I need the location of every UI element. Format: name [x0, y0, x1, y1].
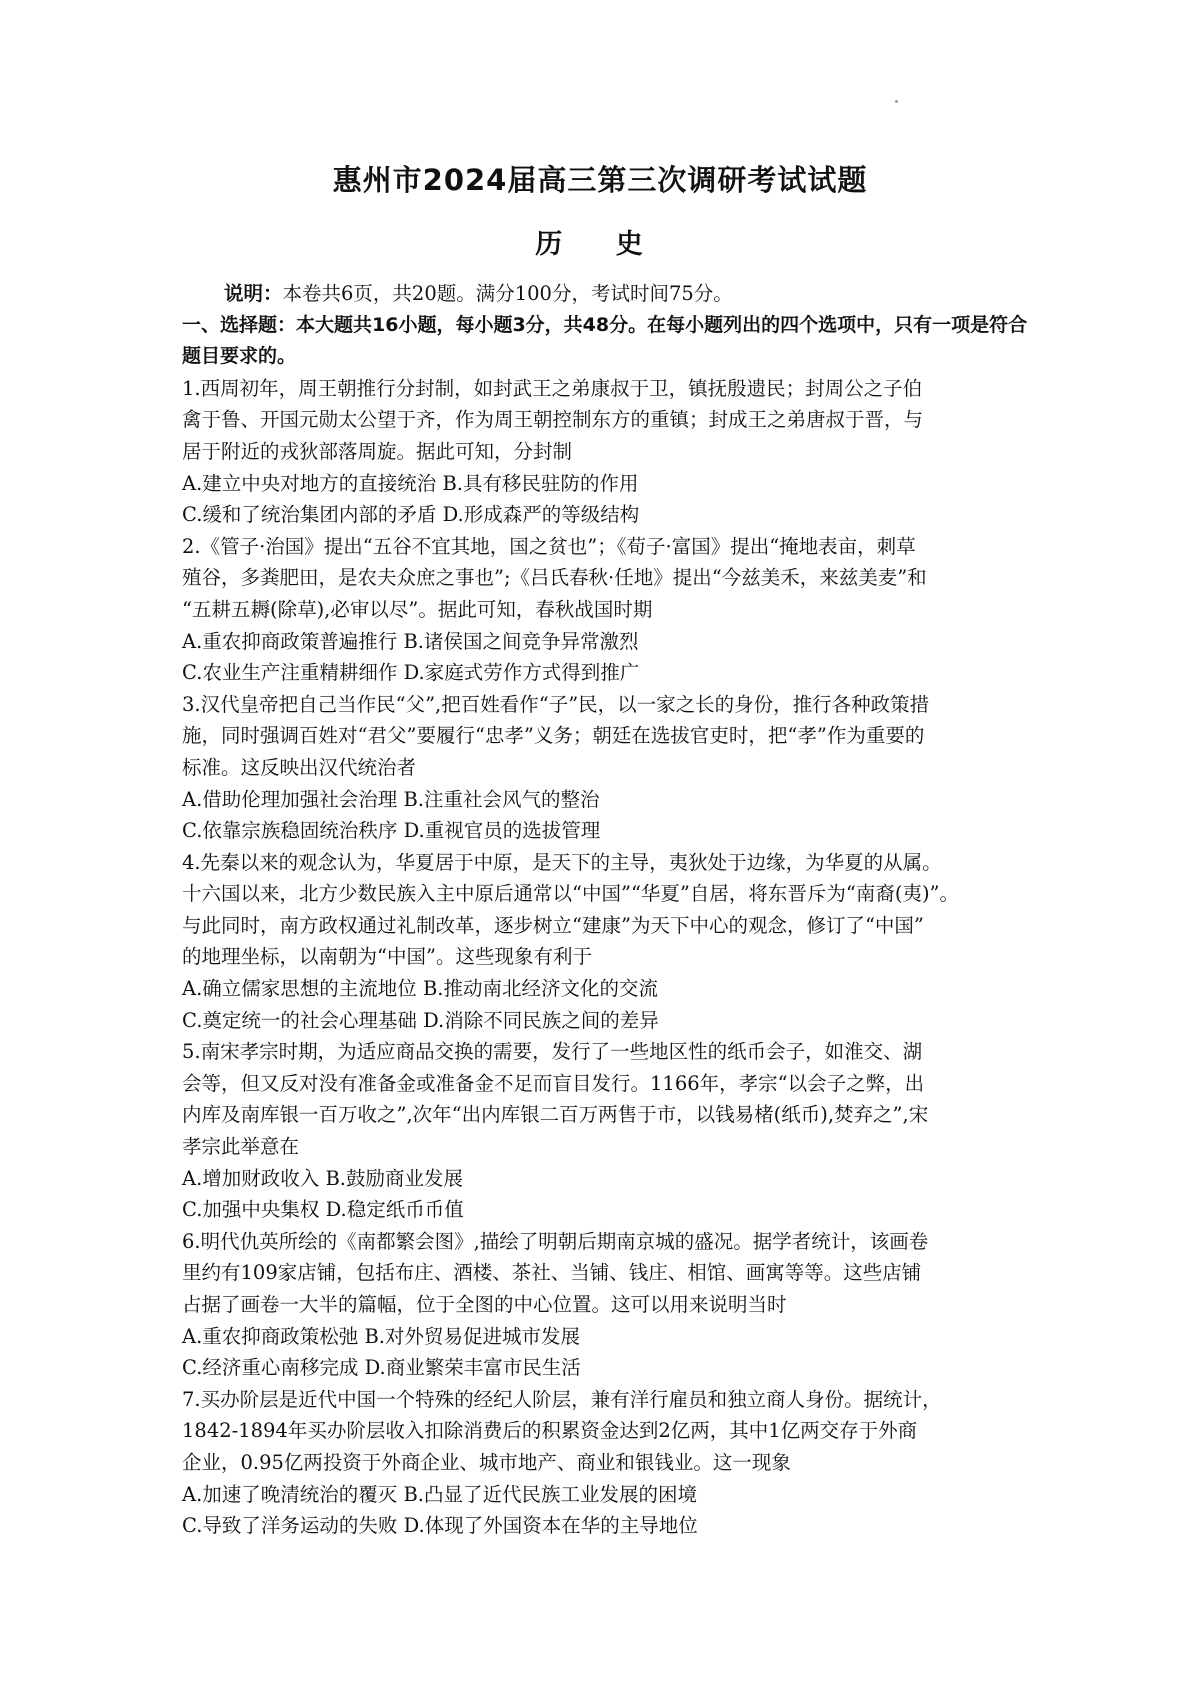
instructions: [182, 278, 1037, 310]
question-stem-line: 的地理坐标，以南朝为“中国”。这些现象有利于: [182, 945, 592, 969]
instructions-text: 本卷共6页，共20题。满分100分，考试时间75分。: [282, 282, 733, 305]
question-stem-line: 会等，但又反对没有准备金或准备金不足而盲目发行。1166年，孝宗“以会子之弊，出: [182, 1071, 925, 1095]
question-1: [182, 373, 1037, 531]
answer-options-row: C.缓和了统治集团内部的矛盾 D.形成森严的等级结构: [182, 503, 640, 527]
question-5: [182, 1036, 1037, 1226]
question-stem-line: 占据了画卷一大半的篇幅，位于全图的中心位置。这可以用来说明当时: [182, 1293, 787, 1316]
answer-options-row: C.经济重心南移完成 D.商业繁荣丰富市民生活: [182, 1356, 581, 1380]
instructions-label: 说明：: [224, 282, 283, 305]
question-7: [182, 1384, 1037, 1542]
answer-options-row: C.导致了洋务运动的失败 D.体现了外国资本在华的主导地位: [182, 1514, 698, 1538]
question-stem-line: 禽于鲁、开国元勋太公望于齐，作为周王朝控制东方的重镇；封成王之弟唐叔于晋，与: [182, 408, 924, 432]
answer-options-row: C.农业生产注重精耕细作 D.家庭式劳作方式得到推广: [182, 661, 640, 685]
question-stem-line: 里约有109家店铺，包括布庄、酒楼、茶社、当铺、钱庄、相馆、画寓等等。这些店铺: [182, 1261, 922, 1285]
question-stem-line: 4.先秦以来的观念认为，华夏居于中原，是天下的主导，夷狄处于边缘，为华夏的从属。: [182, 850, 942, 874]
question-stem-line: 企业，0.95亿两投资于外商企业、城市地产、商业和银钱业。这一现象: [182, 1450, 791, 1474]
question-2: [182, 531, 1037, 689]
question-stem-line: 孝宗此举意在: [182, 1135, 300, 1159]
subject-heading: 历 史: [535, 229, 665, 260]
question-stem-line: 5.南宋孝宗时期，为适应商品交换的需要，发行了一些地区性的纸币会子，如淮交、湖: [182, 1040, 923, 1064]
answer-options-row: A.重农抑商政策普遍推行 B.诸侯国之间竞争异常激烈: [182, 629, 639, 653]
question-stem-line: 7.买办阶层是近代中国一个特殊的经纪人阶层，兼有洋行雇员和独立商人身份。据统计，: [182, 1387, 942, 1411]
scan-speck: [895, 100, 898, 103]
question-stem-line: 3.汉代皇帝把自己当作民“父”,把百姓看作“子”民，以一家之长的身份，推行各种政策措: [182, 692, 930, 716]
question-stem-line: 居于附近的戎狄部落周旋。据此可知，分封制: [182, 439, 573, 463]
question-stem-line: 内库及南库银一百万收之”,次年“出内库银二百万两售于市，以钱易楮(纸币),焚弃之”,宋: [182, 1103, 929, 1127]
question-stem-line: 6.明代仇英所绘的《南都繁会图》,描绘了明朝后期南京城的盛况。据学者统计，该画卷: [182, 1229, 929, 1253]
question-stem-line: 施，同时强调百姓对“君父”要履行“忠孝”义务；朝廷在选拔官吏时，把“孝”作为重要的: [182, 724, 925, 748]
question-stem-line: 1.西周初年，周王朝推行分封制，如封武王之弟康叔于卫，镇抚殷遗民；封周公之子伯: [182, 376, 923, 400]
question-stem-line: 2.《管子·治国》提出“五谷不宜其地，国之贫也”；《荀子·富国》提出“掩地表亩，刺草: [182, 534, 916, 558]
question-stem-line: 殖谷，多粪肥田，是农夫众庶之事也”;《吕氏春秋·任地》提出“今兹美禾，来兹美麦”和: [182, 566, 927, 590]
question-4: [182, 847, 1037, 1037]
answer-options-row: C.依靠宗族稳固统治秩序 D.重视官员的选拔管理: [182, 819, 601, 843]
answer-options-row: C.加强中央集权 D.稳定纸币币值: [182, 1198, 464, 1222]
question-6: [182, 1226, 1037, 1384]
answer-options-row: A.增加财政收入 B.鼓励商业发展: [182, 1166, 464, 1190]
exam-body: [182, 278, 1037, 1542]
answer-options-row: A.借助伦理加强社会治理 B.注重社会风气的整治: [182, 787, 600, 811]
answer-options-row: A.确立儒家思想的主流地位 B.推动南北经济文化的交流: [182, 977, 659, 1001]
exam-title: 惠州市2024届高三第三次调研考试试题: [332, 163, 868, 197]
section-heading: 一、选择题：本大题共16小题，每小题3分，共48分。在每小题列出的四个选项中，只有一项是符合题目要求的。: [182, 313, 1028, 368]
question-list: [182, 373, 1037, 1542]
answer-options-row: C.奠定统一的社会心理基础 D.消除不同民族之间的差异: [182, 1008, 659, 1032]
question-3: [182, 689, 1037, 847]
question-stem-line: 标准。这反映出汉代统治者: [182, 755, 417, 779]
question-stem-line: 十六国以来，北方少数民族入主中原后通常以“中国”“华夏”自居，将东晋斥为“南裔(夷)”。: [182, 882, 960, 906]
question-stem-line: 1842-1894年买办阶层收入扣除消费后的积累资金达到2亿两，其中1亿两交存于外商: [182, 1419, 918, 1443]
answer-options-row: A.建立中央对地方的直接统治 B.具有移民驻防的作用: [182, 471, 639, 495]
question-stem-line: 与此同时，南方政权通过礼制改革，逐步树立“建康”为天下中心的观念，修订了“中国”: [182, 913, 924, 937]
answer-options-row: A.重农抑商政策松弛 B.对外贸易促进城市发展: [182, 1324, 581, 1348]
answer-options-row: A.加速了晚清统治的覆灭 B.凸显了近代民族工业发展的困境: [182, 1482, 698, 1506]
question-stem-line: “五耕五耨(除草),必审以尽”。据此可知，春秋战国时期: [182, 597, 653, 621]
